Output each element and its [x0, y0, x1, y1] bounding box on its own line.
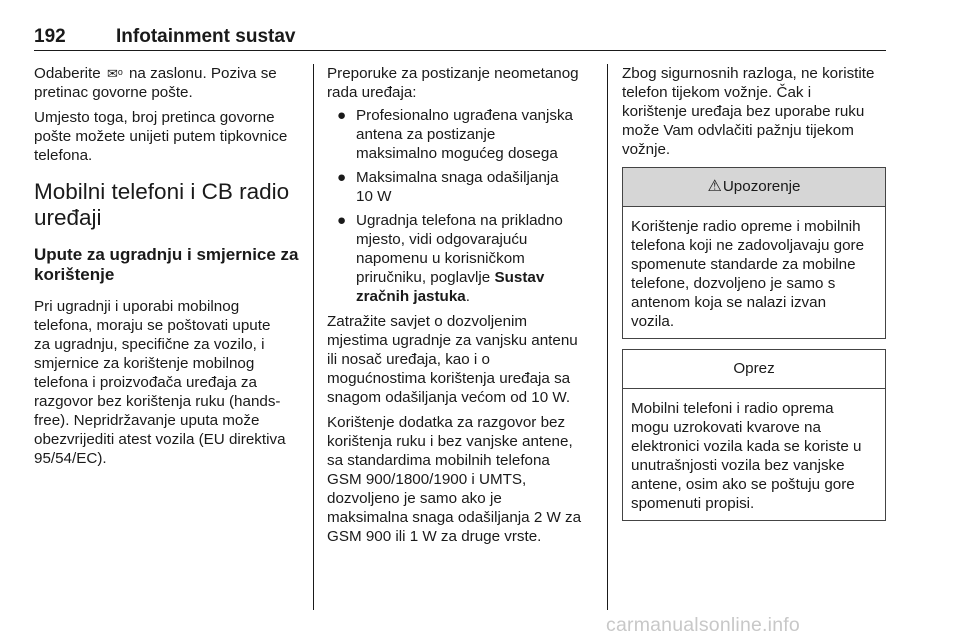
caution-title: Oprez: [733, 360, 775, 377]
bullet-icon: ●: [337, 107, 347, 124]
safety-paragraph: Zbog sigurnosnih razloga, ne koristite telefon tijekom vožnje. Čak i korištenje uređaja bez uporabe ruku može Vam odvlačiti pažnju tijekom vožnje.: [622, 65, 875, 158]
airbag-reference-link[interactable]: Sustav: [494, 269, 545, 286]
column-divider-1: [313, 64, 314, 610]
column-2: [327, 64, 593, 552]
warning-title: Upozorenje: [722, 178, 801, 195]
warning-body: Korištenje radio opreme i mobilnih telefona koji ne zadovoljavaju gore spomenute standarde za mobilne telefone, dozvoljeno je samo s antenom koja se nalazi izvan vozila.: [631, 218, 865, 330]
voicemail-icon: ✉ᵒ: [106, 66, 123, 81]
caution-body: Mobilni telefoni i radio oprema mogu uzrokovati kvarove na elektronici vozila kada se koriste u unutrašnjosti vozila bez vanjske antene, osim ako se poštuju gore spomenuti propisi.: [631, 400, 862, 512]
page-title: Infotainment sustav: [116, 26, 296, 47]
watermark: carmanualsonline.info: [606, 614, 800, 636]
caution-header: [623, 350, 885, 389]
list-item: ● Maksimalna snaga odašiljanja 10 W: [337, 169, 559, 205]
recommendations-list: [327, 106, 593, 306]
warning-header: [623, 168, 885, 207]
column-1: [34, 64, 300, 474]
page-header: [34, 26, 886, 51]
mailbox-number-paragraph: Umjesto toga, broj pretinca govorne pošte možete unijeti putem tipkovnice telefona.: [34, 109, 288, 164]
column-3: [622, 64, 886, 521]
antenna-advice-paragraph: Zatražite savjet o dozvoljenim mjestima ugradnje za vanjsku antenu ili nosač uređaja, kao i o mogućnostima korištenja uređaja sa snagom odašiljanja većom od 10 W.: [327, 313, 578, 406]
installation-paragraph: Pri ugradnji i uporabi mobilnog telefona, moraju se poštovati upute za ugradnju, specifične za vozilo, i smjernice za korištenje mobilnog telefona i proizvođača uređaja za razgovor bez korištenja ruku (hands- free). Nepridržavanje uputa može obezvrijediti atest vozila (EU direktiva 95/54/EC).: [34, 298, 286, 467]
page-number: 192: [34, 26, 66, 47]
bullet-icon: ●: [337, 212, 347, 229]
section-heading: Mobilni telefoni i CB radio uređaji: [34, 179, 290, 230]
bullet-icon: ●: [337, 169, 347, 186]
column-divider-2: [607, 64, 608, 610]
subsection-heading: Upute za ugradnju i smjernice za korištenje: [34, 245, 299, 284]
warning-box: [622, 167, 886, 339]
handsfree-paragraph: Korištenje dodatka za razgovor bez korištenja ruku i bez vanjske antene, sa standardima mobilnih telefona GSM 900/1800/1900 i UMTS, dozvoljeno je samo ako je maksimalna snaga odašiljanja 2 W za GSM 900 ili 1 W za druge vrste.: [327, 414, 582, 545]
caution-box: [622, 349, 886, 521]
list-item: ● Ugradnja telefona na prikladno mjesto, vidi odgovarajuću napomenu u korisničkom priručniku, poglavlje Sustav zračnih jastuka.: [337, 212, 563, 305]
recommendations-intro: Preporuke za postizanje neometanog rada uređaja:: [327, 65, 579, 101]
warning-triangle-icon: ⚠: [707, 178, 722, 195]
voicemail-paragraph: Odaberite ✉ᵒ na zaslonu. Poziva se pretinac govorne pošte.: [34, 65, 277, 101]
airbag-reference-link-cont[interactable]: zračnih jastuka: [356, 288, 466, 305]
list-item: ● Profesionalno ugrađena vanjska antena za postizanje maksimalno mogućeg dosega: [337, 107, 573, 162]
